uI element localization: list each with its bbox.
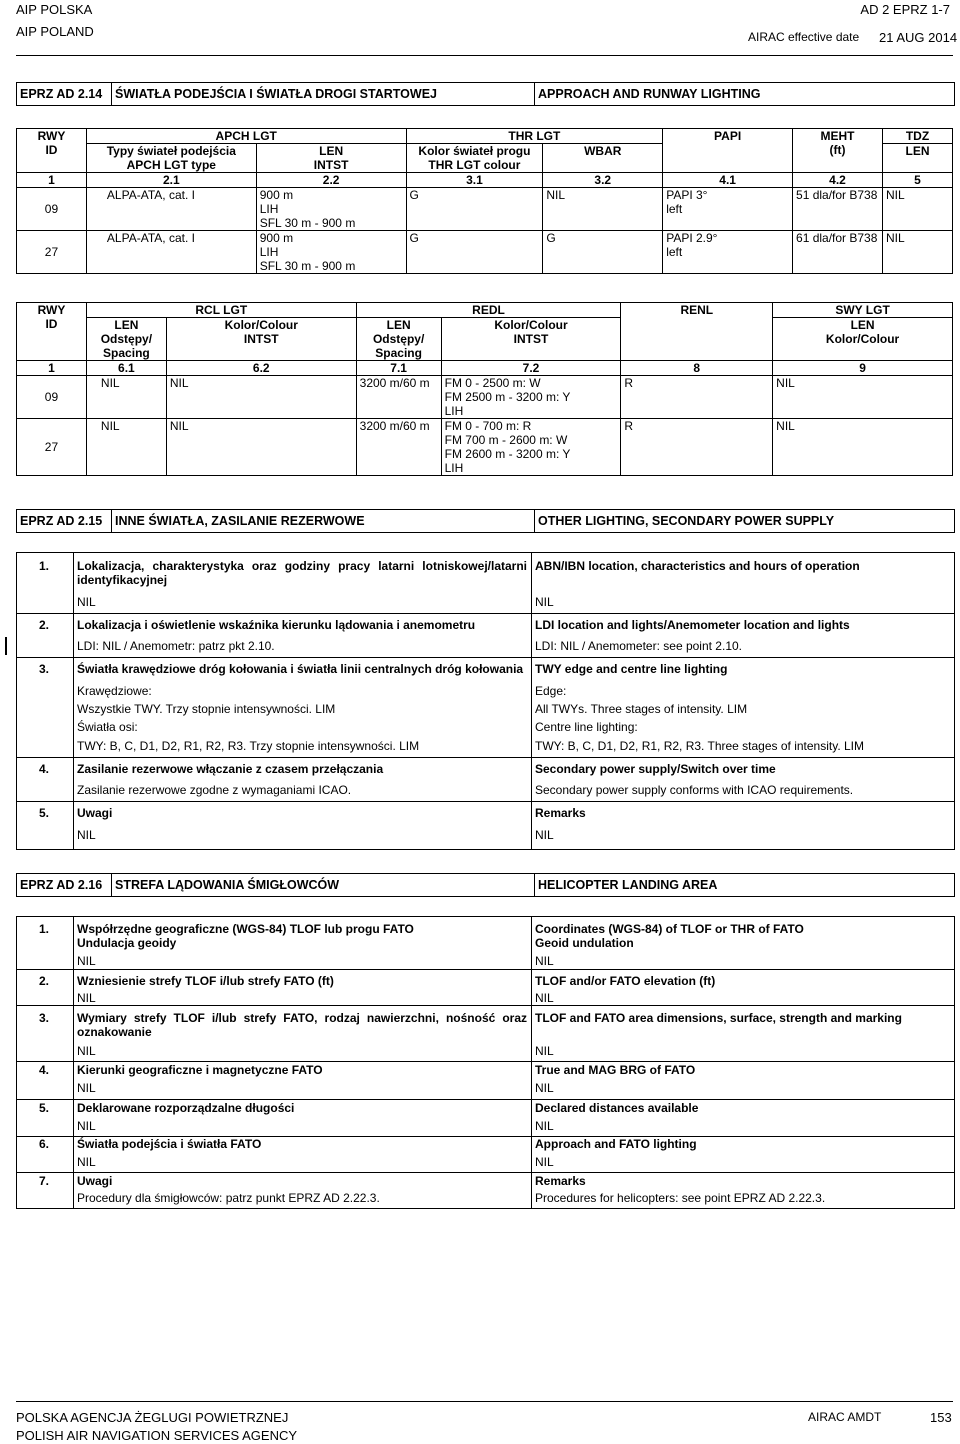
th-tdz-len: LEN bbox=[883, 144, 953, 173]
item-title-pl: Lokalizacja i oświetlenie wskaźnika kierunku lądowania i anemometru bbox=[77, 618, 476, 632]
cell-meht: 51 dla/for B738 bbox=[793, 188, 883, 231]
section-2-16-body bbox=[16, 916, 955, 1209]
cell-rwy: 09 bbox=[17, 376, 87, 419]
divider bbox=[17, 801, 954, 802]
item-title-en: Remarks bbox=[535, 806, 586, 820]
cell-renl: R bbox=[621, 419, 773, 476]
item-value-en: Procedures for helicopters: see point EPRZ AD 2.22.3. bbox=[535, 1191, 826, 1205]
item-title-pl: Uwagi bbox=[77, 1174, 113, 1188]
footer-amdt-number: 153 bbox=[930, 1410, 952, 1425]
cell-rwy: 09 bbox=[17, 188, 87, 231]
item-value-pl: Procedury dla śmigłowców: patrz punkt EPRZ AD 2.22.3. bbox=[77, 1191, 380, 1205]
item-value-pl: NIL bbox=[77, 1155, 96, 1169]
table-row bbox=[17, 376, 953, 419]
item-number: 5. bbox=[39, 806, 50, 820]
th-thr-colour: Kolor świateł progu THR LGT colour bbox=[406, 144, 543, 173]
col-num: 7.1 bbox=[356, 361, 441, 376]
divider bbox=[17, 1172, 954, 1173]
item-value-en: Centre line lighting: bbox=[535, 720, 638, 734]
item-value-en: All TWYs. Three stages of intensity. LIM bbox=[535, 702, 748, 716]
cell-rwy: 27 bbox=[17, 419, 87, 476]
th-redl: REDL bbox=[356, 303, 621, 318]
header-date: 21 AUG 2014 bbox=[879, 30, 958, 45]
item-value-en: NIL bbox=[535, 1119, 554, 1133]
footer-rule bbox=[16, 1401, 953, 1402]
divider bbox=[17, 657, 954, 658]
item-value-en: NIL bbox=[535, 1155, 554, 1169]
section-title-pl: STREFA LĄDOWANIA ŚMIGŁOWCÓW bbox=[111, 874, 535, 896]
th-rcl-len: LEN Odstępy/ Spacing bbox=[86, 318, 166, 361]
item-title-en: Approach and FATO lighting bbox=[535, 1137, 697, 1151]
cell-papi: PAPI 3° left bbox=[663, 188, 793, 231]
item-title-pl: Uwagi bbox=[77, 806, 113, 820]
approach-lighting-table bbox=[16, 128, 953, 274]
cell-apch-type: ALPA-ATA, cat. I bbox=[86, 231, 256, 274]
header-aip-polska: AIP POLSKA bbox=[16, 2, 93, 17]
col-num: 8 bbox=[621, 361, 773, 376]
divider bbox=[531, 553, 532, 849]
footer-amdt-label: AIRAC AMDT bbox=[808, 1410, 882, 1424]
cell-wbar: G bbox=[543, 231, 663, 274]
cell-rcl-colour: NIL bbox=[166, 376, 356, 419]
item-title-en: True and MAG BRG of FATO bbox=[535, 1063, 696, 1077]
item-number: 2. bbox=[39, 618, 50, 632]
cell-thr-colour: G bbox=[406, 231, 543, 274]
cell-rwy: 27 bbox=[17, 231, 87, 274]
section-title-pl: ŚWIATŁA PODEJŚCIA I ŚWIATŁA DROGI STARTOWEJ bbox=[111, 83, 535, 105]
section-title-pl: INNE ŚWIATŁA, ZASILANIE REZERWOWE bbox=[111, 510, 535, 532]
th-wbar: WBAR bbox=[543, 144, 663, 173]
item-value-pl: NIL bbox=[77, 1119, 96, 1133]
item-title-pl: Wzniesienie strefy TLOF i/lub strefy FATO (ft) bbox=[77, 974, 334, 988]
cell-redl-colour: FM 0 - 700 m: R FM 700 m - 2600 m: W FM 2600 m - 3200 m: Y LIH bbox=[441, 419, 621, 476]
section-title-en: OTHER LIGHTING, SECONDARY POWER SUPPLY bbox=[534, 510, 953, 532]
item-title-en: Remarks bbox=[535, 1174, 586, 1188]
col-num: 7.2 bbox=[441, 361, 621, 376]
item-value-pl: NIL bbox=[77, 1081, 96, 1095]
col-num: 1 bbox=[17, 173, 87, 188]
col-num: 2.1 bbox=[86, 173, 256, 188]
divider bbox=[17, 613, 954, 614]
cell-redl-len: 3200 m/60 m bbox=[356, 376, 441, 419]
th-rwy-id: RWY ID bbox=[17, 129, 87, 173]
footer-agency-en: POLISH AIR NAVIGATION SERVICES AGENCY bbox=[16, 1428, 298, 1443]
item-value-en: Edge: bbox=[535, 684, 567, 698]
item-value-pl: Światła osi: bbox=[77, 720, 138, 734]
section-title-en: HELICOPTER LANDING AREA bbox=[534, 874, 953, 896]
section-code: EPRZ AD 2.16 bbox=[20, 878, 103, 892]
cell-swy: NIL bbox=[773, 419, 953, 476]
item-number: 1. bbox=[39, 922, 50, 936]
section-2-14-header bbox=[16, 82, 955, 106]
divider bbox=[17, 1099, 954, 1100]
item-title-pl: Światła krawędziowe dróg kołowania i światła linii centralnych dróg kołowania bbox=[77, 662, 524, 676]
table-row bbox=[17, 231, 953, 274]
th-rwy-id: RWY ID bbox=[17, 303, 87, 361]
item-value-pl: NIL bbox=[77, 828, 96, 842]
item-title-pl: Wymiary strefy TLOF i/lub strefy FATO, rodzaj nawierzchni, nośność oraz oznakowanie bbox=[77, 1011, 527, 1039]
item-value-en: TWY: B, C, D1, D2, R1, R2, R3. Three stages of intensity. LIM bbox=[535, 739, 865, 753]
header-airac-label: AIRAC effective date bbox=[748, 30, 860, 44]
cell-redl-colour: FM 0 - 2500 m: W FM 2500 m - 3200 m: Y LIH bbox=[441, 376, 621, 419]
section-code: EPRZ AD 2.15 bbox=[20, 514, 103, 528]
item-value-en: Secondary power supply conforms with ICAO requirements. bbox=[535, 783, 854, 797]
th-meht: MEHT (ft) bbox=[793, 129, 883, 173]
item-number: 2. bbox=[39, 974, 50, 988]
section-2-15-header bbox=[16, 509, 955, 533]
item-value-pl: Wszystkie TWY. Trzy stopnie intensywności. LIM bbox=[77, 702, 336, 716]
item-value-pl: NIL bbox=[77, 954, 96, 968]
cell-redl-len: 3200 m/60 m bbox=[356, 419, 441, 476]
col-num: 5 bbox=[883, 173, 953, 188]
cell-renl: R bbox=[621, 376, 773, 419]
divider bbox=[531, 917, 532, 1208]
item-title-pl: Lokalizacja, charakterystyka oraz godziny pracy latarni lotniskowej/latarni identyfikacyjnej bbox=[77, 559, 527, 587]
cell-rcl-colour: NIL bbox=[166, 419, 356, 476]
th-rcl-colour: Kolor/Colour INTST bbox=[166, 318, 356, 361]
item-title-en: Declared distances available bbox=[535, 1101, 699, 1115]
table-row bbox=[17, 188, 953, 231]
runway-lighting-table bbox=[16, 302, 953, 476]
item-title-pl: Deklarowane rozporządzalne długości bbox=[77, 1101, 295, 1115]
item-value-en: NIL bbox=[535, 1044, 554, 1058]
item-number: 5. bbox=[39, 1101, 50, 1115]
header-aip-poland: AIP POLAND bbox=[16, 24, 94, 39]
item-value-en: NIL bbox=[535, 954, 554, 968]
cell-rcl-len: NIL bbox=[86, 419, 166, 476]
divider bbox=[17, 969, 954, 970]
section-2-16-header bbox=[16, 873, 955, 897]
th-apch-len: LEN INTST bbox=[256, 144, 406, 173]
section-title-en: APPROACH AND RUNWAY LIGHTING bbox=[534, 83, 953, 105]
item-title-en: Coordinates (WGS-84) of TLOF or THR of FATO Geoid undulation bbox=[535, 922, 804, 950]
item-number: 3. bbox=[39, 662, 50, 676]
th-apch-lgt: APCH LGT bbox=[86, 129, 406, 144]
col-num: 9 bbox=[773, 361, 953, 376]
header-page-ref: AD 2 EPRZ 1-7 bbox=[860, 2, 950, 17]
th-swy-lgt: SWY LGT bbox=[773, 303, 953, 318]
section-code: EPRZ AD 2.14 bbox=[20, 87, 103, 101]
item-title-en: TWY edge and centre line lighting bbox=[535, 662, 728, 676]
header-rule bbox=[16, 55, 953, 56]
item-value-en: LDI: NIL / Anemometer: see point 2.10. bbox=[535, 639, 742, 653]
th-apch-type: Typy świateł podejścia APCH LGT type bbox=[86, 144, 256, 173]
item-number: 1. bbox=[39, 559, 50, 573]
divider bbox=[17, 757, 954, 758]
th-thr-lgt: THR LGT bbox=[406, 129, 663, 144]
cell-tdz: NIL bbox=[883, 188, 953, 231]
item-title-pl: Światła podejścia i światła FATO bbox=[77, 1137, 262, 1151]
item-value-pl: Zasilanie rezerwowe zgodne z wymaganiami ICAO. bbox=[77, 783, 352, 797]
col-num: 6.2 bbox=[166, 361, 356, 376]
cell-swy: NIL bbox=[773, 376, 953, 419]
item-value-pl: TWY: B, C, D1, D2, R1, R2, R3. Trzy stopnie intensywności. LIM bbox=[77, 739, 420, 753]
cell-wbar: NIL bbox=[543, 188, 663, 231]
item-title-en: TLOF and FATO area dimensions, surface, strength and marking bbox=[535, 1011, 902, 1025]
divider bbox=[73, 917, 74, 1208]
item-title-en: Secondary power supply/Switch over time bbox=[535, 762, 776, 776]
item-title-pl: Zasilanie rezerwowe włączanie z czasem przełączania bbox=[77, 762, 384, 776]
item-number: 4. bbox=[39, 1063, 50, 1077]
item-title-en: TLOF and/or FATO elevation (ft) bbox=[535, 974, 716, 988]
th-swy-len: LEN Kolor/Colour bbox=[773, 318, 953, 361]
th-renl: RENL bbox=[621, 303, 773, 361]
divider bbox=[17, 1005, 954, 1006]
item-title-en: ABN/IBN location, characteristics and hours of operation bbox=[535, 559, 860, 573]
item-title-pl: Współrzędne geograficzne (WGS-84) TLOF lub progu FATO Undulacja geoidy bbox=[77, 922, 414, 950]
item-value-en: NIL bbox=[535, 991, 554, 1005]
item-value-pl: NIL bbox=[77, 595, 96, 609]
cell-apch-type: ALPA-ATA, cat. I bbox=[86, 188, 256, 231]
item-value-en: NIL bbox=[535, 1081, 554, 1095]
divider bbox=[73, 553, 74, 849]
cell-rcl-len: NIL bbox=[86, 376, 166, 419]
col-num: 4.2 bbox=[793, 173, 883, 188]
th-rcl-lgt: RCL LGT bbox=[86, 303, 356, 318]
item-value-en: NIL bbox=[535, 828, 554, 842]
item-number: 3. bbox=[39, 1011, 50, 1025]
col-num: 6.1 bbox=[86, 361, 166, 376]
col-num: 2.2 bbox=[256, 173, 406, 188]
col-num: 3.2 bbox=[543, 173, 663, 188]
th-papi: PAPI bbox=[663, 129, 793, 173]
item-number: 7. bbox=[39, 1174, 50, 1188]
col-num: 3.1 bbox=[406, 173, 543, 188]
cell-thr-colour: G bbox=[406, 188, 543, 231]
item-title-en: LDI location and lights/Anemometer location and lights bbox=[535, 618, 850, 632]
table-row bbox=[17, 419, 953, 476]
cell-papi: PAPI 2.9° left bbox=[663, 231, 793, 274]
item-value-pl: Krawędziowe: bbox=[77, 684, 152, 698]
change-bar bbox=[5, 637, 7, 655]
cell-apch-len: 900 m LIH SFL 30 m - 900 m bbox=[256, 188, 406, 231]
footer-agency-pl: POLSKA AGENCJA ŻEGLUGI POWIETRZNEJ bbox=[16, 1410, 289, 1425]
cell-tdz: NIL bbox=[883, 231, 953, 274]
item-title-pl: Kierunki geograficzne i magnetyczne FATO bbox=[77, 1063, 323, 1077]
item-number: 4. bbox=[39, 762, 50, 776]
section-2-15-body bbox=[16, 552, 955, 850]
th-redl-colour: Kolor/Colour INTST bbox=[441, 318, 621, 361]
item-value-pl: NIL bbox=[77, 991, 96, 1005]
cell-apch-len: 900 m LIH SFL 30 m - 900 m bbox=[256, 231, 406, 274]
item-number: 6. bbox=[39, 1137, 50, 1151]
col-num: 1 bbox=[17, 361, 87, 376]
divider bbox=[17, 1061, 954, 1062]
item-value-pl: LDI: NIL / Anemometr: patrz pkt 2.10. bbox=[77, 639, 275, 653]
item-value-pl: NIL bbox=[77, 1044, 96, 1058]
th-tdz: TDZ bbox=[883, 129, 953, 144]
th-redl-len: LEN Odstępy/ Spacing bbox=[356, 318, 441, 361]
item-value-en: NIL bbox=[535, 595, 554, 609]
cell-meht: 61 dla/for B738 bbox=[793, 231, 883, 274]
col-num: 4.1 bbox=[663, 173, 793, 188]
